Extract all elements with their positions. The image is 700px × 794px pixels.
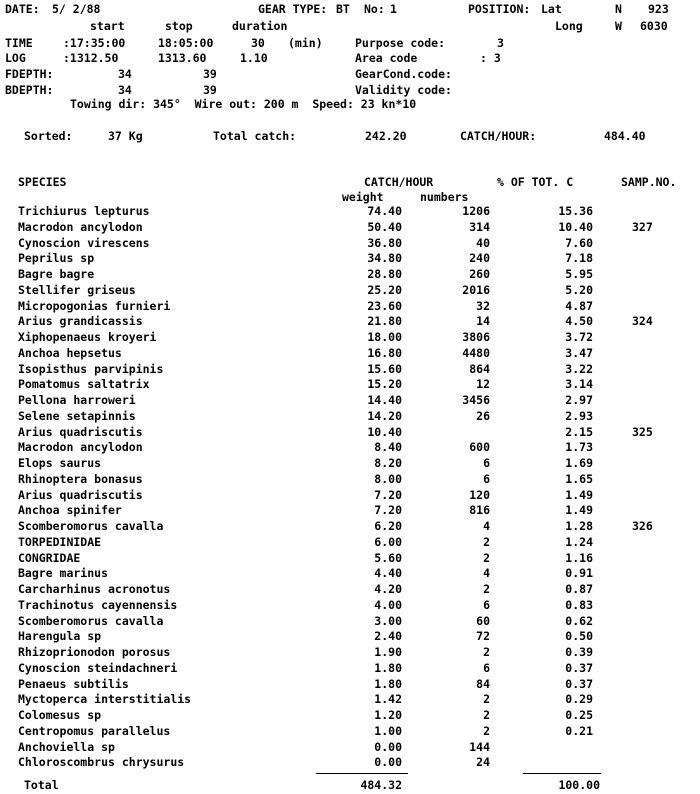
species-cell: Bagre bagre: [18, 267, 95, 281]
pct-cell: 1.28: [565, 519, 593, 533]
species-cell: Anchoviella sp: [18, 740, 115, 754]
fdepth-label: FDEPTH:: [5, 67, 54, 81]
species-cell: Scomberomorus cavalla: [18, 614, 164, 628]
weight-cell: 8.00: [374, 472, 402, 486]
numbers-cell: 120: [469, 488, 490, 502]
pct-cell: 0.21: [565, 724, 593, 738]
total-catch-value: 242.20: [365, 129, 407, 143]
pct-cell: 5.95: [565, 267, 593, 281]
numbers-cell: 144: [469, 740, 490, 754]
weight-cell: 36.80: [367, 236, 402, 250]
weight-total-rule: [316, 773, 408, 774]
samp-cell: 327: [632, 220, 653, 234]
gear-type-label: GEAR TYPE:: [258, 2, 328, 16]
species-cell: Bagre marinus: [18, 566, 109, 580]
numbers-cell: 60: [476, 614, 490, 628]
pct-cell: 1.49: [565, 488, 593, 502]
numbers-cell: 1206: [462, 204, 490, 218]
weight-cell: 25.20: [367, 283, 402, 297]
weight-cell: 10.40: [367, 425, 402, 439]
fdepth-start: 34: [118, 67, 132, 81]
long-hemisphere: W: [615, 19, 622, 33]
total-label: Total: [24, 778, 59, 792]
weight-cell: 74.40: [367, 204, 402, 218]
numbers-cell: 314: [469, 220, 490, 234]
pct-cell: 0.29: [565, 692, 593, 706]
species-cell: Arius grandicassis: [18, 314, 143, 328]
numbers-cell: 2: [483, 645, 490, 659]
weight-cell: 3.00: [374, 614, 402, 628]
numbers-cell: 84: [476, 677, 490, 691]
numbers-cell: 6: [483, 598, 490, 612]
numbers-cell: 2016: [462, 283, 490, 297]
weight-cell: 1.80: [374, 661, 402, 675]
col-start: start: [90, 19, 125, 33]
pct-cell: 2.97: [565, 393, 593, 407]
numbers-cell: 3456: [462, 393, 490, 407]
long-label: Long: [555, 19, 583, 33]
weight-cell: 4.00: [374, 598, 402, 612]
weight-cell: 1.00: [374, 724, 402, 738]
numbers-cell: 816: [469, 503, 490, 517]
pct-cell: 1.16: [565, 551, 593, 565]
species-cell: Pellona harroweri: [18, 393, 136, 407]
weight-cell: 6.00: [374, 535, 402, 549]
pct-cell: 3.22: [565, 362, 593, 376]
pct-cell: 0.37: [565, 661, 593, 675]
lat-hemisphere: N: [615, 2, 622, 16]
log-start: :1312.50: [63, 51, 119, 65]
species-cell: Chloroscombrus chrysurus: [18, 755, 185, 769]
position-label: POSITION:: [468, 2, 531, 16]
numbers-cell: 32: [476, 299, 490, 313]
weight-cell: 4.20: [374, 582, 402, 596]
weight-cell: 7.20: [374, 488, 402, 502]
pct-cell: 0.62: [565, 614, 593, 628]
species-cell: Centropomus parallelus: [18, 724, 171, 738]
species-cell: CONGRIDAE: [18, 551, 81, 565]
total-weight: 484.32: [360, 778, 402, 792]
numbers-cell: 2: [483, 724, 490, 738]
catch-hour-label: CATCH/HOUR:: [460, 129, 537, 143]
species-cell: Xiphopenaeus kroyeri: [18, 330, 157, 344]
numbers-cell: 2: [483, 535, 490, 549]
time-unit: (min): [288, 36, 323, 50]
towing-line: Towing dir: 345° Wire out: 200 m Speed: 23 kn*10: [70, 97, 417, 111]
species-cell: Micropogonias furnieri: [18, 299, 171, 313]
catch-hour-value: 484.40: [604, 129, 646, 143]
numbers-cell: 2: [483, 708, 490, 722]
species-cell: Arius quadriscutis: [18, 488, 143, 502]
numbers-cell: 864: [469, 362, 490, 376]
weight-cell: 1.20: [374, 708, 402, 722]
numbers-cell: 4: [483, 519, 490, 533]
bdepth-start: 34: [118, 83, 132, 97]
species-cell: Macrodon ancylodon: [18, 440, 143, 454]
numbers-cell: 6: [483, 661, 490, 675]
weight-cell: 23.60: [367, 299, 402, 313]
area-code-label: Area code: [355, 51, 418, 65]
weight-cell: 15.60: [367, 362, 402, 376]
pct-cell: 1.24: [565, 535, 593, 549]
time-duration: 30: [251, 36, 265, 50]
species-cell: TORPEDINIDAE: [18, 535, 102, 549]
numbers-cell: 6: [483, 456, 490, 470]
weight-cell: 21.80: [367, 314, 402, 328]
weight-cell: 1.42: [374, 692, 402, 706]
pct-cell: 0.87: [565, 582, 593, 596]
samp-cell: 326: [632, 519, 653, 533]
purpose-code-label: Purpose code:: [355, 36, 446, 50]
weight-cell: 34.80: [367, 251, 402, 265]
species-cell: Carcharhinus acronotus: [18, 582, 171, 596]
numbers-cell: 14: [476, 314, 490, 328]
pct-cell: 15.36: [558, 204, 593, 218]
weight-cell: 1.90: [374, 645, 402, 659]
pct-cell: 0.91: [565, 566, 593, 580]
numbers-cell: 4480: [462, 346, 490, 360]
weight-cell: 2.40: [374, 629, 402, 643]
weight-cell: 15.20: [367, 377, 402, 391]
species-cell: Elops saurus: [18, 456, 102, 470]
pct-total-rule: [523, 773, 601, 774]
species-cell: Peprilus sp: [18, 251, 95, 265]
numbers-cell: 2: [483, 582, 490, 596]
pct-cell: 1.65: [565, 472, 593, 486]
weight-cell: 0.00: [374, 740, 402, 754]
species-cell: Anchoa hepsetus: [18, 346, 122, 360]
pct-cell: 7.60: [565, 236, 593, 250]
numbers-cell: 3806: [462, 330, 490, 344]
total-pct: 100.00: [558, 778, 600, 792]
species-cell: Colomesus sp: [18, 708, 102, 722]
numbers-cell: 260: [469, 267, 490, 281]
weight-cell: 5.60: [374, 551, 402, 565]
pct-cell: 0.37: [565, 677, 593, 691]
log-duration: 1.10: [240, 51, 268, 65]
numbers-cell: 26: [476, 409, 490, 423]
species-cell: Scomberomorus cavalla: [18, 519, 164, 533]
weight-cell: 7.20: [374, 503, 402, 517]
bdepth-label: BDEPTH:: [5, 83, 54, 97]
numbers-cell: 40: [476, 236, 490, 250]
species-cell: Anchoa spinifer: [18, 503, 122, 517]
species-cell: Myctoperca interstitialis: [18, 692, 192, 706]
sorted-value: 37 Kg: [108, 129, 143, 143]
col-numbers-header: numbers: [420, 190, 469, 204]
pct-cell: 0.39: [565, 645, 593, 659]
species-cell: Harengula sp: [18, 629, 102, 643]
pct-cell: 1.73: [565, 440, 593, 454]
pct-cell: 4.50: [565, 314, 593, 328]
validity-code-label: Validity code:: [355, 83, 452, 97]
gearcond-label: GearCond.code:: [355, 67, 452, 81]
weight-cell: 18.00: [367, 330, 402, 344]
bdepth-stop: 39: [203, 83, 217, 97]
pct-cell: 3.14: [565, 377, 593, 391]
pct-cell: 3.72: [565, 330, 593, 344]
numbers-cell: 24: [476, 755, 490, 769]
species-cell: Macrodon ancylodon: [18, 220, 143, 234]
species-cell: Isopisthus parvipinis: [18, 362, 164, 376]
species-cell: Pomatomus saltatrix: [18, 377, 150, 391]
pct-cell: 1.69: [565, 456, 593, 470]
species-cell: Rhizoprionodon porosus: [18, 645, 171, 659]
species-cell: Selene setapinnis: [18, 409, 136, 423]
pct-cell: 0.25: [565, 708, 593, 722]
gear-no-value: 1: [390, 2, 397, 16]
numbers-cell: 72: [476, 629, 490, 643]
species-cell: Penaeus subtilis: [18, 677, 129, 691]
sorted-label: Sorted:: [24, 129, 73, 143]
pct-cell: 3.47: [565, 346, 593, 360]
time-label: TIME: [5, 36, 33, 50]
col-samp-header: SAMP.NO.: [621, 175, 677, 189]
log-label: LOG: [5, 51, 26, 65]
purpose-code-value: 3: [497, 36, 504, 50]
lat-label: Lat: [541, 2, 562, 16]
weight-cell: 6.20: [374, 519, 402, 533]
lat-value: 923: [648, 2, 669, 16]
date-value: 5/ 2/88: [52, 2, 101, 16]
numbers-cell: 600: [469, 440, 490, 454]
pct-cell: 0.83: [565, 598, 593, 612]
weight-cell: 1.80: [374, 677, 402, 691]
species-cell: Rhinoptera bonasus: [18, 472, 143, 486]
weight-cell: 0.00: [374, 755, 402, 769]
weight-cell: 8.40: [374, 440, 402, 454]
weight-cell: 14.40: [367, 393, 402, 407]
species-cell: Arius quadriscutis: [18, 425, 143, 439]
species-cell: Trachinotus cayennensis: [18, 598, 178, 612]
gear-type-value: BT: [336, 2, 350, 16]
numbers-cell: 12: [476, 377, 490, 391]
date-label: DATE:: [5, 2, 40, 16]
log-stop: 1313.60: [158, 51, 207, 65]
pct-cell: 4.87: [565, 299, 593, 313]
species-cell: Stellifer griseus: [18, 283, 136, 297]
weight-cell: 8.20: [374, 456, 402, 470]
fdepth-stop: 39: [203, 67, 217, 81]
pct-cell: 1.49: [565, 503, 593, 517]
pct-cell: 0.50: [565, 629, 593, 643]
numbers-cell: 240: [469, 251, 490, 265]
weight-cell: 4.40: [374, 566, 402, 580]
area-code-value: : 3: [480, 51, 501, 65]
long-value: 6030: [640, 19, 668, 33]
weight-cell: 50.40: [367, 220, 402, 234]
species-cell: Cynoscion virescens: [18, 236, 150, 250]
col-stop: stop: [165, 19, 193, 33]
species-cell: Trichiurus lepturus: [18, 204, 150, 218]
numbers-cell: 2: [483, 692, 490, 706]
pct-cell: 2.93: [565, 409, 593, 423]
samp-cell: 324: [632, 314, 653, 328]
col-catch-hour-header: CATCH/HOUR: [364, 175, 434, 189]
pct-cell: 5.20: [565, 283, 593, 297]
weight-cell: 28.80: [367, 267, 402, 281]
time-stop: 18:05:00: [158, 36, 214, 50]
numbers-cell: 6: [483, 472, 490, 486]
total-catch-label: Total catch:: [213, 129, 297, 143]
gear-no-label: No:: [364, 2, 385, 16]
col-species-header: SPECIES: [18, 175, 67, 189]
pct-cell: 7.18: [565, 251, 593, 265]
samp-cell: 325: [632, 425, 653, 439]
weight-cell: 16.80: [367, 346, 402, 360]
weight-cell: 14.20: [367, 409, 402, 423]
pct-cell: 10.40: [558, 220, 593, 234]
col-weight-header: weight: [342, 190, 384, 204]
pct-cell: 2.15: [565, 425, 593, 439]
numbers-cell: 2: [483, 551, 490, 565]
col-duration: duration: [232, 19, 288, 33]
species-cell: Cynoscion steindachneri: [18, 661, 178, 675]
time-start: :17:35:00: [63, 36, 126, 50]
col-pct-header: % OF TOT. C: [497, 175, 574, 189]
numbers-cell: 4: [483, 566, 490, 580]
